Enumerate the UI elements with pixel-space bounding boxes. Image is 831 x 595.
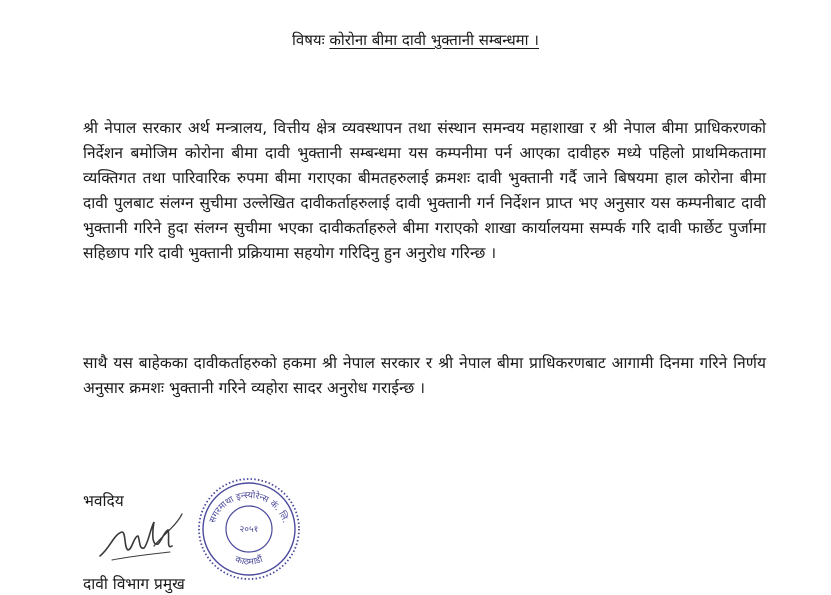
subject-prefix: विषयः [291, 31, 325, 49]
seal-company-name: सगरमाथा इन्स्योरेन्स कं. लि. [207, 490, 291, 525]
company-seal [196, 476, 302, 582]
svg-text:काठमाडौं [234, 553, 265, 568]
seal-year: २०५१ [239, 525, 259, 535]
seal-city: काठमाडौं [233, 554, 265, 568]
letter-subject [0, 30, 831, 50]
closing-salutation: भवदिय [83, 492, 124, 510]
body-paragraph-1: श्री नेपाल सरकार अर्थ मन्त्रालय, वित्तीय क्षेत्र व्यवस्थापन तथा संस्थान समन्वय महाशाखा र श्री नेपाल बीमा प्राधिकरणको निर्देशन बमोजिम कोरोना बीमा दावी भुक्तानी सम्बन्धमा यस कम्पनीमा पर्न आएका दावीहरु मध्ये पहिलो प्राथमिकतामा व्यक्तिगत तथा पारिवारिक रुपमा बीमा गराएका बीमतहरुलाई क्रमशः दावी भुक्तानी गर्दै जाने बिषयमा हाल कोरोना बीमा दावी पुलबाट संलग्न सुचीमा उल्लेखित दावीकर्ताहरुलाई दावी भुक्तानी गर्न निर्देशन प्राप्त भए अनुसार यस कम्पनीबाट दावी भुक्तानी गरिने हुदा संलग्न सुचीमा भएका दावीकर्ताहरुले बीमा गराएको शाखा कार्यालयमा सम्पर्क गरि दावी फार्छेट पुर्जामा सहिछाप गरि दावी भुक्तानी प्रक्रियामा सहयोग गरिदिनु हुन अनुरोध गरिन्छ । [83, 119, 766, 262]
signatory-title: दावी विभाग प्रमुख [83, 575, 185, 593]
handwritten-signature [92, 506, 192, 566]
body-paragraph-2: साथै यस बाहेकका दावीकर्ताहरुको हकमा श्री नेपाल सरकार र श्री नेपाल बीमा प्राधिकरणबाट आगामी दिनमा गरिने निर्णय अनुसार क्रमशः भुक्तानी गरिने व्यहोरा सादर अनुरोध गराईन्छ । [83, 354, 766, 397]
subject-topic: कोरोना बीमा दावी भुक्तानी सम्बन्धमा । [329, 31, 539, 49]
